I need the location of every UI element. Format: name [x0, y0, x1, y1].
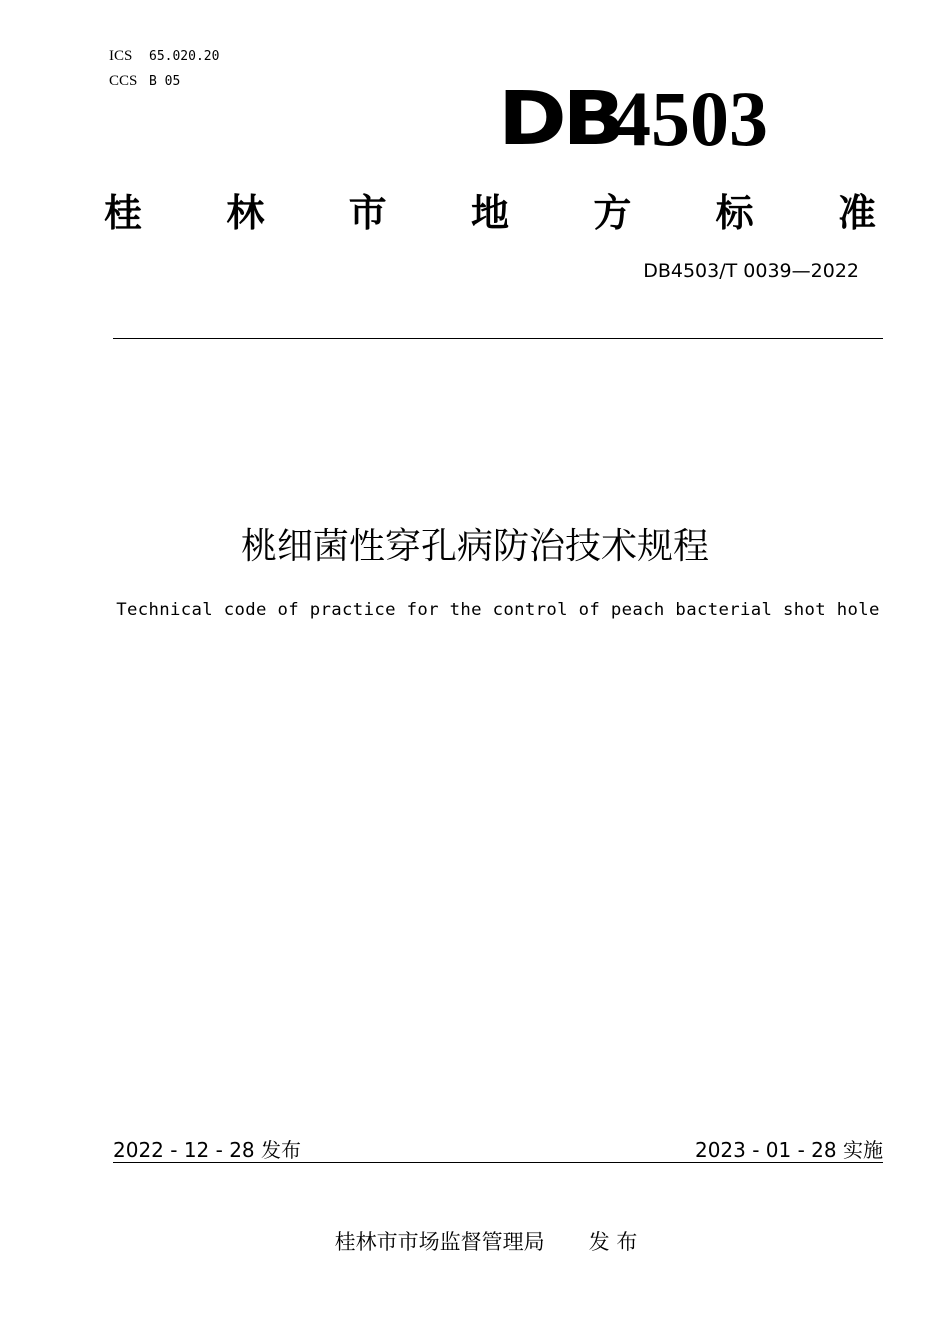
- release-date: 2022 - 12 - 28 发布: [113, 1138, 302, 1162]
- bottom-divider: [113, 1162, 883, 1163]
- top-divider: [113, 338, 883, 339]
- ccs-value: B 05: [149, 74, 181, 89]
- db-logo-number: 4503: [612, 75, 768, 162]
- db-logo-prefix: DB: [498, 76, 622, 162]
- category-char: 林: [226, 191, 265, 235]
- implementation-date: 2023 - 01 - 28 实施: [694, 1138, 883, 1162]
- issuer-action: 发 布: [588, 1230, 638, 1254]
- category-char: 市: [348, 191, 387, 235]
- issuer-line: [0, 1226, 950, 1256]
- ccs-label: CCS: [109, 73, 138, 89]
- category-char: 标: [715, 191, 754, 235]
- document-title-en: Technical code of practice for the control of peach bacterial shot hole: [116, 600, 880, 620]
- document-title-cn: 桃细菌性穿孔病防治技术规程: [240, 526, 709, 567]
- category-char: 准: [837, 191, 876, 235]
- ics-row: [109, 44, 219, 69]
- ccs-row: [109, 69, 219, 94]
- db-logo: [498, 75, 768, 162]
- standard-number: DB4503/T 0039—2022: [643, 260, 859, 282]
- category-char: 方: [593, 191, 632, 235]
- issuer-name: 桂林市市场监督管理局: [334, 1230, 545, 1254]
- classification-codes: [109, 44, 219, 94]
- category-char: 地: [470, 191, 509, 235]
- ics-label: ICS: [109, 48, 133, 64]
- ics-value: 65.020.20: [149, 49, 220, 64]
- category-char: 桂: [104, 191, 143, 235]
- standard-category-title: [104, 182, 876, 237]
